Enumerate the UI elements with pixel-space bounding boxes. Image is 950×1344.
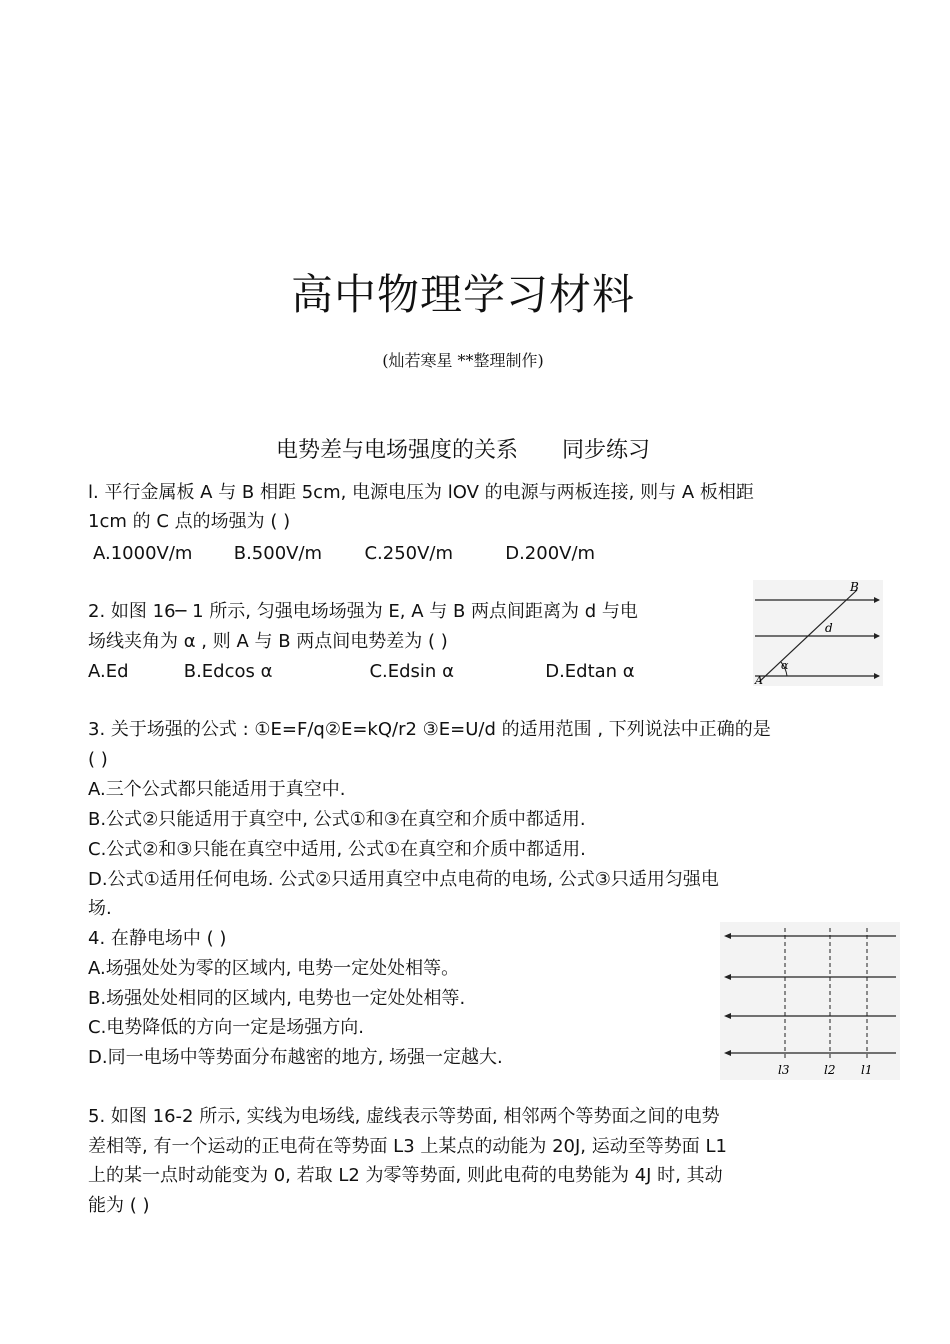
q5-line1: 5. 如图 16-2 所示, 实线为电场线, 虚线表示等势面, 相邻两个等势面之间的电势: [88, 1106, 720, 1127]
q4-option-a: A.场强处处为零的区域内, 电势一定处处相等。: [88, 958, 460, 979]
figure-16-2: [720, 922, 900, 1080]
q2-option-d: D.Edtan α: [545, 661, 635, 682]
q2-options: [88, 660, 635, 684]
q2-option-a: A.Ed: [88, 661, 129, 682]
q3-option-b: B.公式②只能适用于真空中, 公式①和③在真空和介质中都适用.: [88, 809, 586, 830]
q3-option-d2: 场.: [88, 898, 112, 919]
label-alpha: α: [781, 659, 789, 672]
page-subtitle: (灿若寒星 **整理制作): [382, 351, 544, 370]
q2-line2: 场线夹角为 α , 则 A 与 B 两点间电势差为 ( ): [88, 631, 448, 652]
field-arrow: [724, 1050, 731, 1056]
q1-line2: 1cm 的 C 点的场强为 ( ): [88, 511, 291, 532]
q3-option-a: A.三个公式都只能适用于真空中.: [88, 779, 346, 800]
q1-option-a: A.1000V/m: [93, 543, 193, 564]
field-arrow: [724, 1013, 731, 1019]
q1-options: [93, 542, 595, 566]
q1-option-b: B.500V/m: [233, 543, 323, 564]
label-d: d: [825, 621, 833, 635]
label-l2: l2: [824, 1063, 836, 1077]
label-l3: l3: [778, 1063, 790, 1077]
q1-line1: l. 平行金属板 A 与 B 相距 5cm, 电源电压为 lOV 的电源与两板连接, 则与 A 板相距: [88, 482, 754, 503]
field-arrow: [724, 974, 731, 980]
field-arrow: [874, 673, 880, 679]
q4-stem: 4. 在静电场中 ( ): [88, 928, 227, 949]
q5-line3: 上的某一点时动能变为 0, 若取 L2 为零等势面, 则此电荷的电势能为 4J 时, 其动: [88, 1165, 723, 1186]
label-b: B: [850, 580, 859, 594]
q4-option-c: C.电势降低的方向一定是场强方向.: [88, 1017, 365, 1038]
figure-16-1: [753, 580, 883, 686]
q1-option-d: D.200V/m: [505, 543, 596, 564]
q2-option-b: B.Edcos α: [183, 661, 273, 682]
label-l1: l1: [861, 1063, 873, 1077]
q2-line1: 2. 如图 16─ 1 所示, 匀强电场场强为 E, A 与 B 两点间距离为 d 与电: [88, 601, 638, 622]
q5-line2: 差相等, 有一个运动的正电荷在等势面 L3 上某点的动能为 20J, 运动至等势面 L1: [88, 1136, 727, 1157]
field-arrow: [874, 597, 880, 603]
q3-line2: ( ): [88, 749, 108, 770]
q3-option-d1: D.公式①适用任何电场. 公式②只适用真空中点电荷的电场, 公式③只适用匀强电: [88, 869, 719, 890]
field-arrow: [724, 933, 731, 939]
q3-line1: 3. 关于场强的公式 : ①E=F/q②E=kQ/r2 ③E=U/d 的适用范围 , 下列说法中正确的是: [88, 719, 771, 740]
label-a: A: [755, 674, 763, 686]
section-title: 电势差与电场强度的关系 同步练习: [275, 438, 650, 463]
page-title: 高中物理学习材料: [290, 270, 635, 319]
q1-option-c: C.250V/m: [364, 543, 454, 564]
q2-option-c: C.Edsin α: [369, 661, 454, 682]
q4-option-b: B.场强处处相同的区域内, 电势也一定处处相等.: [88, 988, 466, 1009]
q5-line4: 能为 ( ): [88, 1195, 150, 1216]
q3-option-c: C.公式②和③只能在真空中适用, 公式①在真空和介质中都适用.: [88, 839, 586, 860]
field-arrow: [874, 633, 880, 639]
q4-option-d: D.同一电场中等势面分布越密的地方, 场强一定越大.: [88, 1047, 503, 1068]
